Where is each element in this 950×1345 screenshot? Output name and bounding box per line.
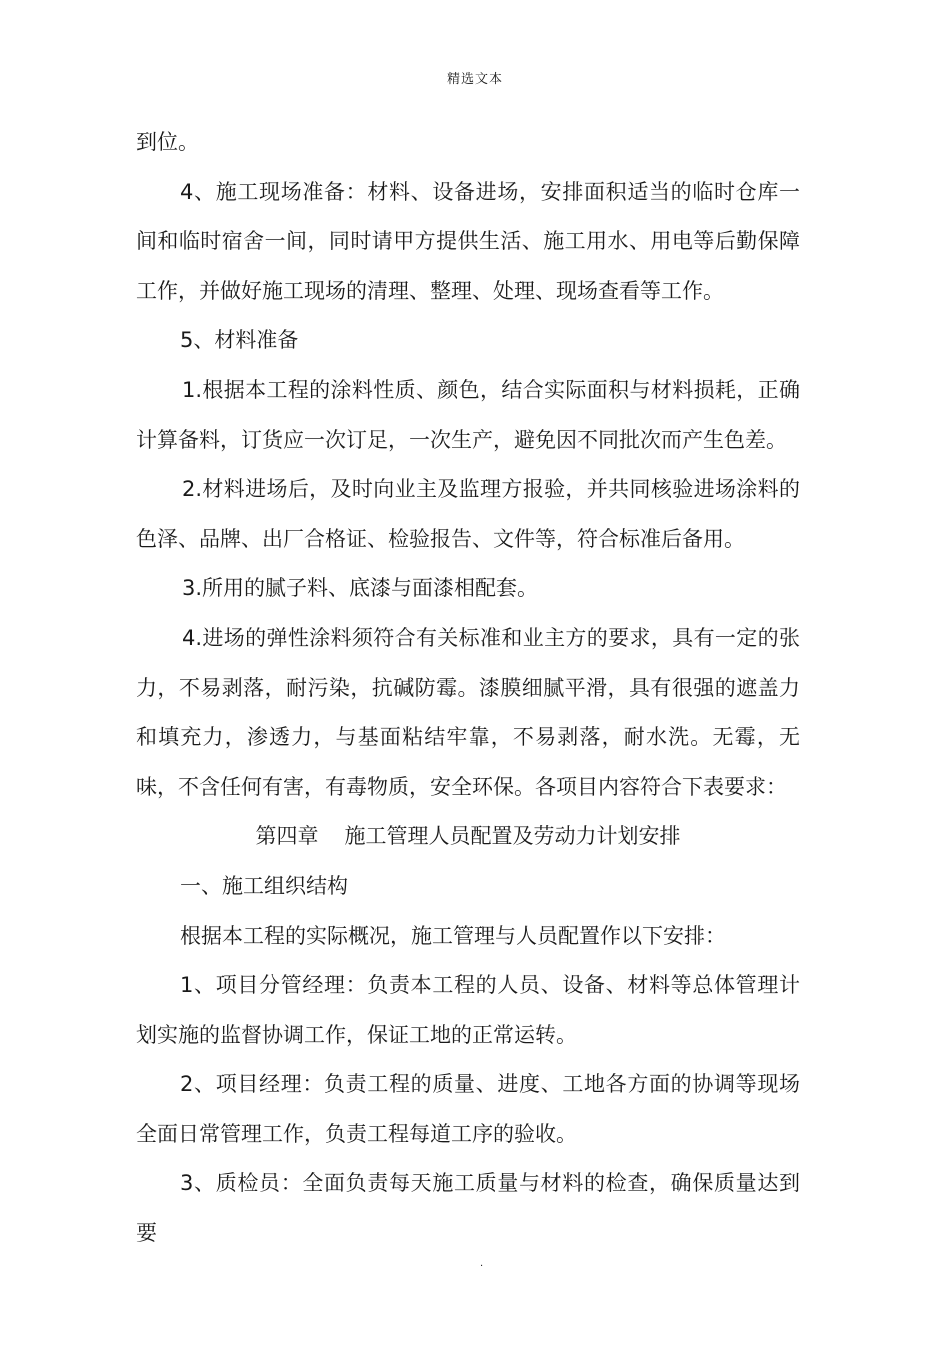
paragraph-material-item-2: 2.材料进场后，及时向业主及监理方报验，并共同核验进场涂料的色泽、品牌、出厂合格证、检验报告、文件等，符合标准后备用。 <box>136 477 800 551</box>
chapter-number: 第四章 <box>255 824 319 849</box>
chapter-title: 施工管理人员配置及劳动力计划安排 <box>344 824 681 849</box>
paragraph-material-item-4: 4.进场的弹性涂料须符合有关标准和业主方的要求，具有一定的张力，不易剥落，耐污染，抗碱防霉。漆膜细腻平滑，具有很强的遮盖力和填充力，渗透力，与基面粘结牢靠，不易剥落，耐水洗。无霉，无味，不含任何有害，有毒物质，安全环保。各项目内容符合下表要求： <box>136 625 800 799</box>
page-header: 精选文本 <box>446 72 503 87</box>
page-footer-mark: . <box>480 1258 484 1269</box>
paragraph-material-preparation-heading: 5、材料准备 <box>180 328 299 353</box>
paragraph-continuation: 到位。 <box>136 130 199 154</box>
paragraph-role-quality-inspector: 3、质检员：全面负责每天施工质量与材料的检查，确保质量达到要 <box>136 1171 800 1246</box>
chapter-heading <box>136 812 800 862</box>
paragraph-role-project-supervisor: 1、项目分管经理：负责本工程的人员、设备、材料等总体管理计划实施的监督协调工作，保证工地的正常运转。 <box>136 973 800 1047</box>
document-body <box>136 118 800 1259</box>
paragraph-role-project-manager: 2、项目经理：负责工程的质量、进度、工地各方面的协调等现场全面日常管理工作，负责工程每道工序的验收。 <box>136 1072 800 1146</box>
paragraph-site-preparation: 4、施工现场准备：材料、设备进场，安排面积适当的临时仓库一间和临时宿舍一间，同时请甲方提供生活、施工用水、用电等后勤保障工作，并做好施工现场的清理、整理、处理、现场查看等工作。 <box>136 179 800 303</box>
paragraph-arrangement-intro: 根据本工程的实际概况，施工管理与人员配置作以下安排： <box>180 923 726 948</box>
paragraph-material-item-3: 3.所用的腻子料、底漆与面漆相配套。 <box>182 576 539 601</box>
section-heading-organization: 一、施工组织结构 <box>180 873 348 898</box>
paragraph-material-item-1: 1.根据本工程的涂料性质、颜色，结合实际面积与材料损耗，正确计算备料，订货应一次订足，一次生产，避免因不同批次而产生色差。 <box>136 377 800 452</box>
